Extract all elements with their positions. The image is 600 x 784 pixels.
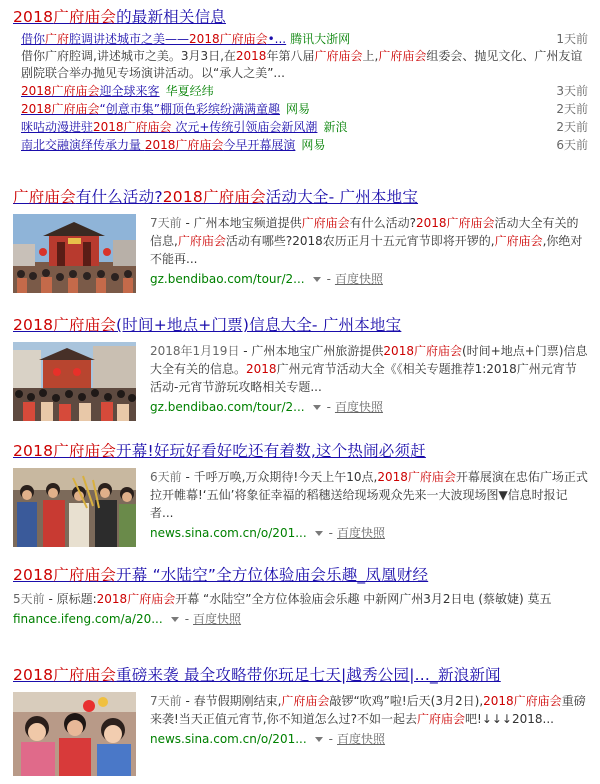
result-abstract: 5天前 - 原标题:2018广府庙会开幕 “水陆空”全方位体验庙会乐趣 中新网广州3月2日电 (蔡敏婕) 莫五: [13, 592, 552, 606]
news-item-link[interactable]: 2018广府庙会迎全球来客: [21, 84, 160, 98]
result-url[interactable]: news.sina.com.cn/o/201...: [150, 732, 307, 746]
result-abstract: 6天前 - 千呼万唤,万众期待!今天上午10点,2018广府庙会开幕展演在忠佑广场正式拉开帷幕!‘五仙’将象征幸福的稻穗送给现场观众先来一大波现场图▼信息时报记者...: [150, 470, 588, 520]
news-list-item: [13, 100, 588, 118]
result-url[interactable]: gz.bendibao.com/tour/2...: [150, 272, 305, 286]
news-top-abstract: 借你广府腔调,讲述城市之美。3月3日,在2018年第八届广府庙会上,广府庙会组委会、抛见文化、广州友谊剧院联合举办抛见专场演讲活动。以“承人之美”...: [21, 49, 583, 80]
chevron-down-icon[interactable]: [171, 617, 179, 622]
news-card-title[interactable]: [13, 8, 226, 26]
snapshot-link[interactable]: 百度快照: [334, 400, 383, 414]
result-abstract: 7天前 - 春节假期刚结束,广府庙会敲锣“吹鸡”啦!后天(3月2日),2018广府庙会重磅来袭!当天正值元宵节,你不知道怎么过?不如一起去广府庙会吧!↓↓↓2018...: [150, 694, 586, 726]
result-thumbnail[interactable]: [13, 214, 136, 293]
search-result: 2018广府庙会开幕 “水陆空”全方位体验庙会乐趣_凤凰财经 5天前 - 原标题:2018广府庙会开幕 “水陆空”全方位体验庙会乐趣 中新网广州3月2日电 (蔡敏婕) 莫五 finance.ifeng.com/a/20... - 百度快照: [13, 564, 588, 628]
news-time: 1天前: [556, 32, 588, 46]
chevron-down-icon[interactable]: [315, 531, 323, 536]
news-item-link[interactable]: 南北交融演绎传承力量 2018广府庙会今早开幕展演: [21, 138, 296, 152]
title-highlight: 2018: [13, 8, 54, 26]
snapshot-link[interactable]: 百度快照: [334, 272, 383, 286]
news-top-story: [13, 31, 588, 82]
chevron-down-icon[interactable]: [313, 277, 321, 282]
result-abstract: 7天前 - 广州本地宝频道提供广府庙会有什么活动?2018广府庙会活动大全有关的信息,广府庙会活动有哪些?2018农历正月十五元宵节即将开锣的,广府庙会,你绝对不能再...: [150, 216, 583, 266]
news-source: 网易: [301, 138, 326, 152]
news-source: 网易: [285, 102, 310, 116]
snapshot-link[interactable]: 百度快照: [193, 612, 242, 626]
news-source: 腾讯大浙网: [290, 32, 351, 46]
news-item-link[interactable]: 2018广府庙会“创意市集”棚顶色彩缤纷满满童趣: [21, 102, 280, 116]
title-text: 的最新相关信息: [116, 8, 226, 26]
snapshot-link[interactable]: 百度快照: [337, 732, 386, 746]
search-result: 2018广府庙会重磅来袭 最全攻略带你玩足七天|越秀公园|..._新浪新闻 7天前 - 春节假期刚结束,广府庙会敲锣“吹鸡”啦!后天(3月2日),2018广府庙会重磅来袭!当天正值元宵节,你不知道怎么过?不如一起去广府庙会吧!↓↓↓2018... news.sina.com.cn/o/201... - 百度快照: [13, 664, 588, 776]
result-url[interactable]: finance.ifeng.com/a/20...: [13, 612, 163, 626]
news-list-item: [13, 136, 588, 154]
news-card: [13, 6, 588, 154]
result-thumbnail[interactable]: [13, 468, 136, 547]
result-thumbnail[interactable]: [13, 692, 136, 776]
result-title-link[interactable]: 2018广府庙会(时间+地点+门票)信息大全- 广州本地宝: [13, 316, 402, 334]
search-result: 2018广府庙会开幕!好玩好看好吃还有着数,这个热闹必须赶 6天前 - 千呼万唤,万众期待!今天上午10点,2018广府庙会开幕展演在忠佑广场正式拉开帷幕!‘五仙’将象征幸福的稻穗送给现场观众先来一大波现场图▼信息时报记者... news.sina.com.cn/o/201... - 百度快照: [13, 440, 588, 547]
result-url[interactable]: gz.bendibao.com/tour/2...: [150, 400, 305, 414]
news-source: 新浪: [323, 120, 348, 134]
result-title-link[interactable]: 广府庙会有什么活动?2018广府庙会活动大全- 广州本地宝: [13, 188, 419, 206]
news-list-item: [13, 82, 588, 100]
result-title-link[interactable]: 2018广府庙会重磅来袭 最全攻略带你玩足七天|越秀公园|..._新浪新闻: [13, 666, 501, 684]
news-item-link[interactable]: 咪咕动漫进驻2018广府庙会 次元+传统引领庙会新风潮: [21, 120, 318, 134]
result-title-link[interactable]: 2018广府庙会开幕 “水陆空”全方位体验庙会乐趣_凤凰财经: [13, 566, 429, 584]
result-abstract: 2018年1月19日 - 广州本地宝广州旅游提供2018广府庙会(时间+地点+门票)信息大全有关的信息。2018广州元宵节活动大全《《相关专题推荐1:2018广州元宵节活动-元宵节游玩攻略相关专题...: [150, 344, 588, 394]
result-thumbnail[interactable]: [13, 342, 136, 421]
title-highlight: 广府庙会: [53, 8, 117, 26]
snapshot-link[interactable]: 百度快照: [337, 526, 386, 540]
search-result: 广府庙会有什么活动?2018广府庙会活动大全- 广州本地宝 7天前 - 广州本地宝频道提供广府庙会有什么活动?2018广府庙会活动大全有关的信息,广府庙会活动有哪些?2018农历正月十五元宵节即将开锣的,广府庙会,你绝对不能再... gz.bendibao.com/tour/2... - 百度快照: [13, 186, 588, 293]
news-time: 3天前: [556, 84, 588, 98]
news-time: 2天前: [556, 102, 588, 116]
news-list-item: [13, 118, 588, 136]
result-title-link[interactable]: 2018广府庙会开幕!好玩好看好吃还有着数,这个热闹必须赶: [13, 442, 426, 460]
result-url[interactable]: news.sina.com.cn/o/201...: [150, 526, 307, 540]
news-time: 2天前: [556, 120, 588, 134]
news-source: 华夏经纬: [165, 84, 214, 98]
search-result: 2018广府庙会(时间+地点+门票)信息大全- 广州本地宝 2018年1月19日 - 广州本地宝广州旅游提供2018广府庙会(时间+地点+门票)信息大全有关的信息。2018广州元宵节活动大全《《相关专题推荐1:2018广州元宵节活动-元宵节游玩攻略相关专题... gz.bendibao.com/tour/2... - 百度快照: [13, 314, 588, 421]
chevron-down-icon[interactable]: [313, 405, 321, 410]
news-time: 6天前: [556, 138, 588, 152]
chevron-down-icon[interactable]: [315, 737, 323, 742]
news-top-story-link[interactable]: 借你广府腔调讲述城市之美——2018广府庙会•...: [21, 32, 287, 46]
